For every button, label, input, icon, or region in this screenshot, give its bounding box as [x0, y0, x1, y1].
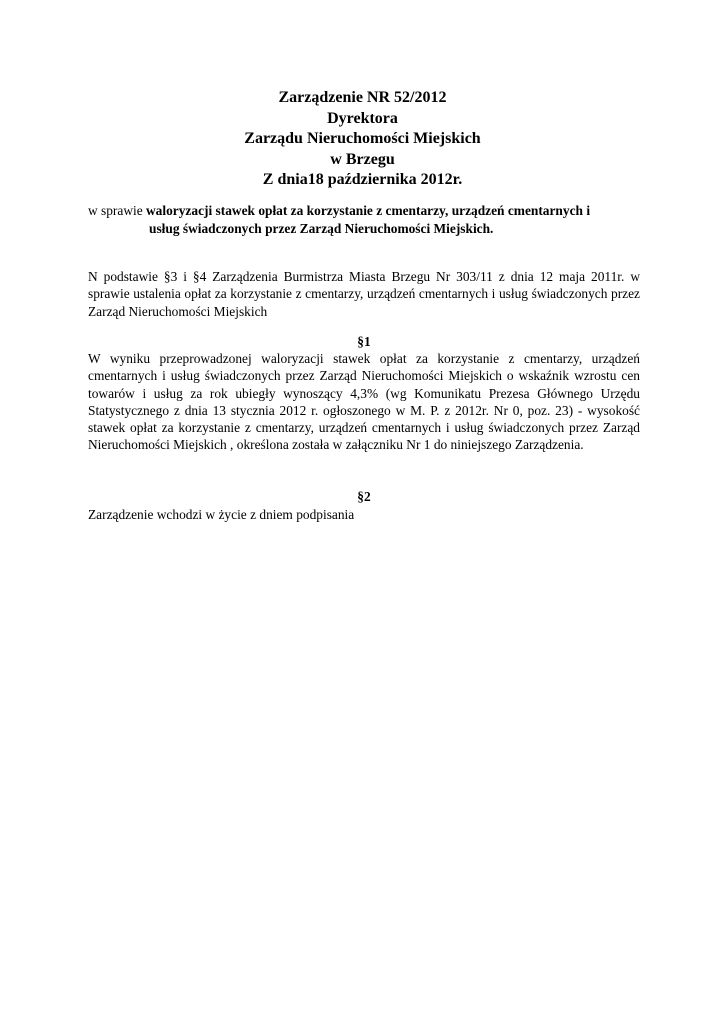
document-subject	[88, 202, 643, 237]
title-line-date: Z dnia18 października 2012r.	[262, 171, 463, 188]
title-line-issuer: Dyrektora	[327, 109, 398, 127]
subject-line-1	[88, 202, 643, 220]
title-line-institution: Zarządu Nieruchomości Miejskich	[244, 130, 481, 147]
section-2-heading: §2	[357, 489, 371, 504]
document-title	[0, 88, 725, 191]
section-1-heading: §1	[357, 334, 371, 349]
subject-bold-line-1: waloryzacji stawek opłat za korzystanie z cmentarzy, urządzeń cmentarnych i	[146, 203, 591, 218]
section-1-text: W wyniku przeprowadzonej waloryzacji stawek opłat za korzystanie z cmentarzy, urządzeń cmentarnych i usług świadczonych przez Zarząd Nieruchomości Miejskich o wskaźnik wzrostu cen towarów i usług za rok ubiegły wynoszący 4,3% (wg Komunikatu Prezesa Głównego Urzędu Statystycznego z dnia 13 stycznia 2012 r. ogłoszonego w M. P. z 2012r. Nr 0, poz. 23) - wysokość stawek opłat za korzystanie z cmentarzy, urządzeń cmentarnych i usług świadczonych przez Zarząd Nieruchomości Miejskich , określona została w załączniku Nr 1 do niniejszego Zarządzenia.	[88, 351, 640, 453]
subject-prefix: w sprawie	[88, 203, 147, 218]
title-line-city: w Brzegu	[330, 150, 395, 168]
section-2-text: Zarządzenie wchodzi w życie z dniem podpisania	[88, 507, 355, 522]
title-line-order-number: Zarządzenie NR 52/2012	[278, 89, 447, 106]
subject-bold-line-2: usług świadczonych przez Zarząd Nieruchomości Miejskich.	[149, 220, 494, 236]
legal-basis-paragraph: N podstawie §3 i §4 Zarządzenia Burmistrza Miasta Brzegu Nr 303/11 z dnia 12 maja 2011r. w sprawie ustalenia opłat za korzystanie z cmentarzy, urządzeń cmentarnych i usług świadczonych przez Zarząd Nieruchomości Miejskich	[88, 269, 640, 319]
